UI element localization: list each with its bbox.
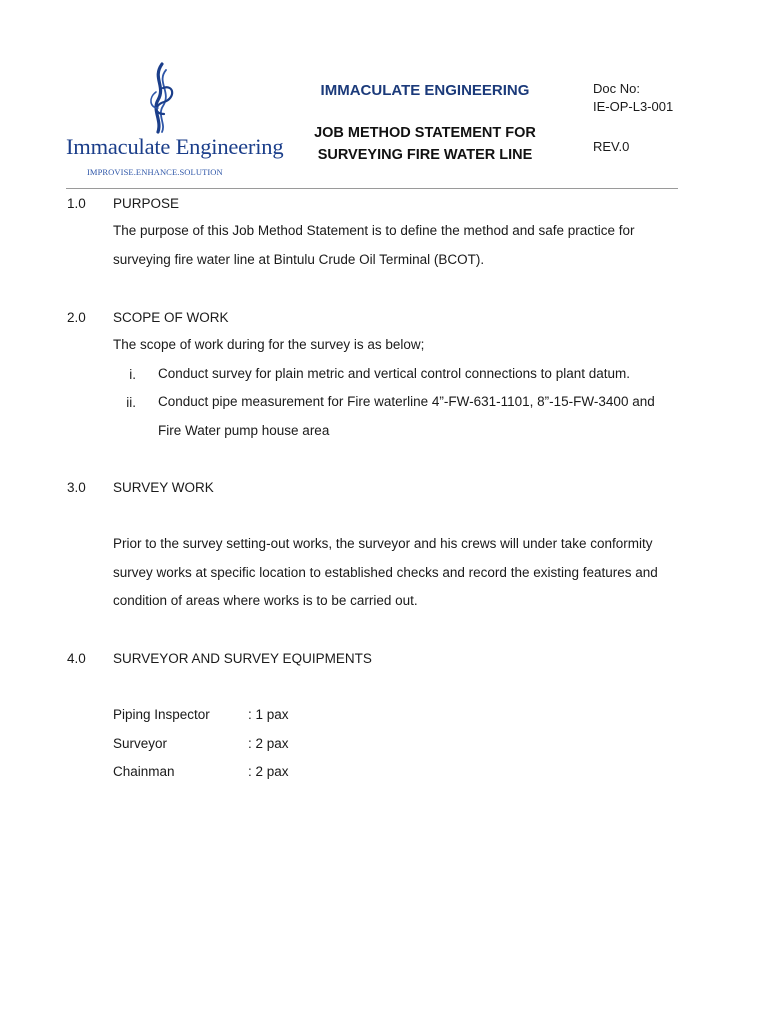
section-number-scope: 2.0: [67, 310, 86, 325]
header-divider: [66, 188, 678, 189]
document-title-line-1: JOB METHOD STATEMENT FOR: [314, 125, 536, 141]
section-number-survey-work: 3.0: [67, 480, 86, 495]
section-heading-survey-work: SURVEY WORK: [113, 480, 214, 495]
section-number-purpose: 1.0: [67, 196, 86, 211]
logo-tagline: IMPROVISE.ENHANCE.SOLUTION: [87, 167, 223, 177]
crew-role: Piping Inspector: [113, 707, 210, 722]
crew-count: : 2 pax: [248, 764, 289, 779]
scope-intro: The scope of work during for the survey is as below;: [113, 337, 425, 352]
section-heading-purpose: PURPOSE: [113, 196, 180, 211]
scope-item-number: ii.: [126, 395, 136, 410]
logo-company-name: Immaculate Engineering: [66, 134, 284, 159]
crew-role: Chainman: [113, 764, 175, 779]
section-heading-scope: SCOPE OF WORK: [113, 310, 229, 325]
company-title: IMMACULATE ENGINEERING: [320, 82, 530, 99]
flame-logo-icon: [144, 62, 180, 134]
section-heading-equipment: SURVEYOR AND SURVEY EQUIPMENTS: [113, 651, 372, 666]
crew-count: : 2 pax: [248, 736, 289, 751]
section-number-equipment: 4.0: [67, 651, 86, 666]
crew-count: : 1 pax: [248, 707, 289, 722]
doc-no-value: IE-OP-L3-001: [593, 99, 674, 114]
company-logo: [66, 62, 284, 180]
doc-no-label: Doc No:: [593, 81, 640, 96]
scope-item-text: Conduct pipe measurement for Fire waterline 4”-FW-631-1101, 8”-15-FW-3400 and Fire Water pump house area: [158, 394, 655, 438]
crew-role: Surveyor: [113, 736, 168, 751]
revision-label: REV.0: [593, 139, 630, 154]
document-title: [295, 122, 555, 166]
document-title-line-2: SURVEYING FIRE WATER LINE: [317, 147, 533, 163]
scope-item-text: Conduct survey for plain metric and vertical control connections to plant datum.: [158, 366, 630, 381]
survey-work-paragraph: Prior to the survey setting-out works, the surveyor and his crews will under take conformity survey works at specific location to established checks and record the existing features and condition of areas where works is to be carried out.: [113, 536, 658, 608]
scope-item-number: i.: [129, 367, 136, 382]
purpose-paragraph: The purpose of this Job Method Statement is to define the method and safe practice for surveying fire water line at Bintulu Crude Oil Terminal (BCOT).: [113, 223, 635, 267]
